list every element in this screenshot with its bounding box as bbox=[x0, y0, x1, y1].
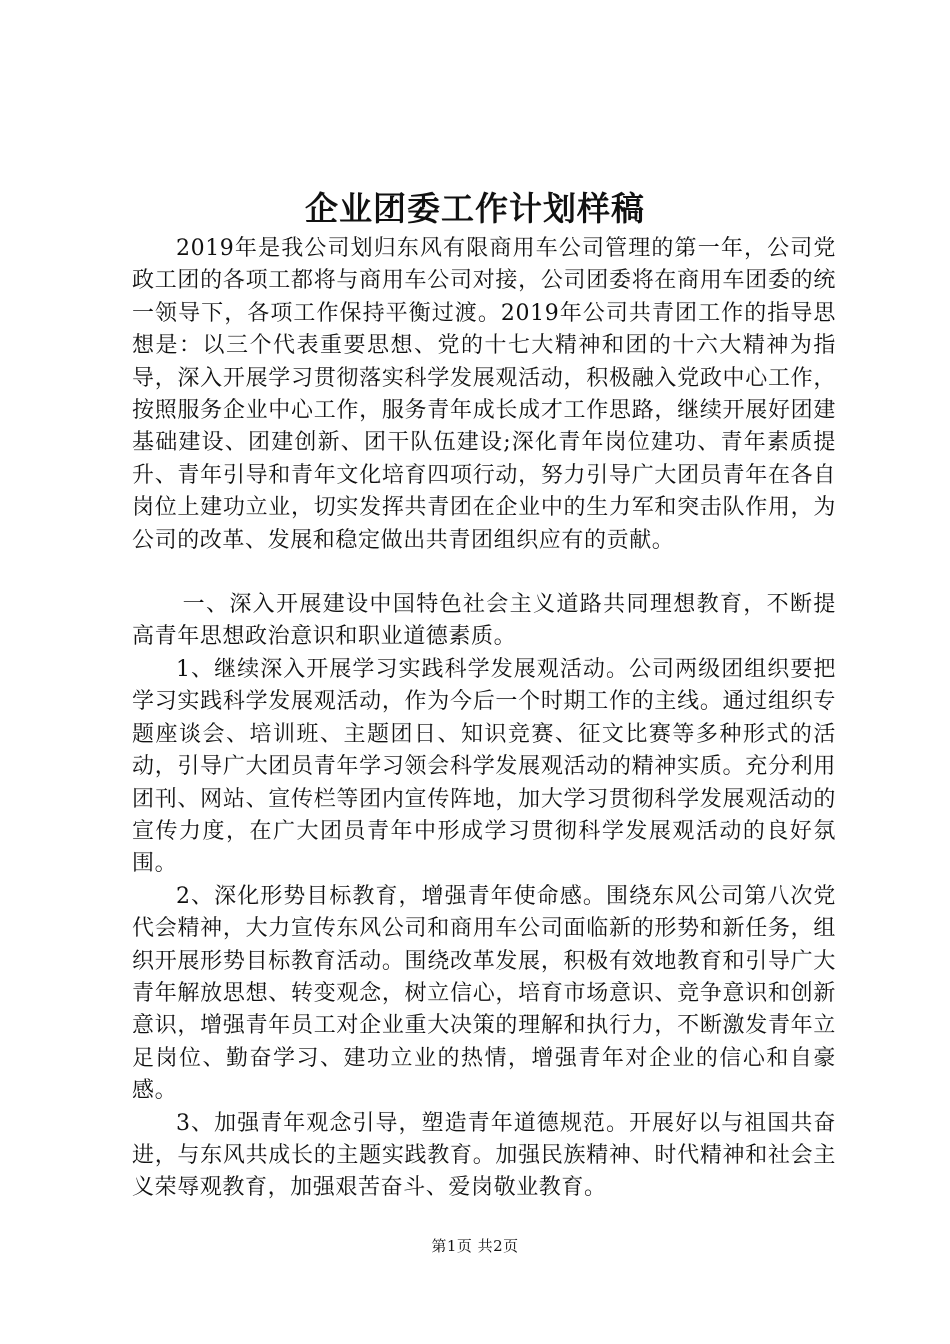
section-heading-1: 一、深入开展建设中国特色社会主义道路共同理想教育，不断提高青年思想政治意识和职业道德素质。 bbox=[132, 592, 836, 650]
document-body bbox=[132, 233, 836, 1205]
paragraph-item-3: 3、加强青年观念引导，塑造青年道德规范。开展好以与祖国共奋进，与东风共成长的主题实践教育。加强民族精神、时代精神和社会主义荣辱观教育，加强艰苦奋斗、爱岗敬业教育。 bbox=[132, 1110, 836, 1201]
document-title: 企业团委工作计划样稿 bbox=[305, 189, 645, 228]
intro-paragraph: 2019年是我公司划归东风有限商用车公司管理的第一年，公司党政工团的各项工都将与商用车公司对接，公司团委将在商用车团委的统一领导下，各项工作保持平衡过渡。2019年公司共青团工作的指导思想是：以三个代表重要思想、党的十七大精神和团的十六大精神为指导，深入开展学习贯彻落实科学发展观活动，积极融入党政中心工作，按照服务企业中心工作，服务青年成长成才工作思路，继续开展好团建基础建设、团建创新、团干队伍建设;深化青年岗位建功、青年素质提升、青年引导和青年文化培育四项行动，努力引导广大团员青年在各自岗位上建功立业，切实发挥共青团在企业中的生力军和突击队作用，为公司的改革、发展和稳定做出共青团组织应有的贡献。 bbox=[132, 236, 836, 553]
paragraph-item-1: 1、继续深入开展学习实践科学发展观活动。公司两级团组织要把学习实践科学发展观活动，作为今后一个时期工作的主线。通过组织专题座谈会、培训班、主题团日、知识竞赛、征文比赛等多种形式的活动，引导广大团员青年学习领会科学发展观活动的精神实质。充分利用团刊、网站、宣传栏等团内宣传阵地，加大学习贯彻科学发展观活动的宣传力度，在广大团员青年中形成学习贯彻科学发展观活动的良好氛围。 bbox=[132, 656, 836, 877]
page-number-footer: 第1页 共2页 bbox=[431, 1237, 519, 1255]
paragraph-item-2: 2、深化形势目标教育，增强青年使命感。围绕东风公司第八次党代会精神，大力宣传东风公司和商用车公司面临新的形势和新任务，组织开展形势目标教育活动。围绕改革发展，积极有效地教育和引导广大青年解放思想、转变观念，树立信心，培育市场意识、竞争意识和创新意识，增强青年员工对企业重大决策的理解和执行力，不断激发青年立足岗位、勤奋学习、建功立业的热情，增强青年对企业的信心和自豪感。 bbox=[132, 883, 836, 1104]
